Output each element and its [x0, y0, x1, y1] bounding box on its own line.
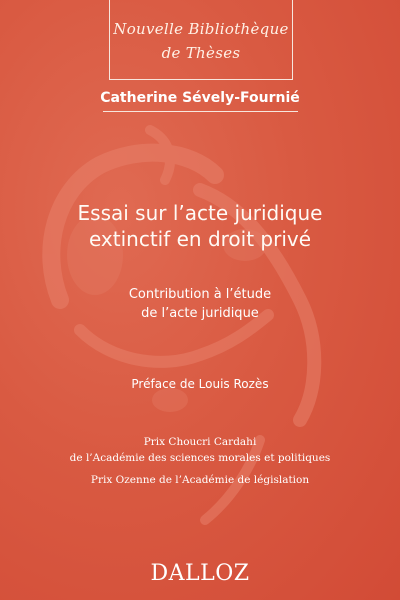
series-frame — [109, 0, 293, 80]
prizes-block — [0, 434, 400, 488]
prize-line3: Prix Ozenne de l’Académie de législation — [90, 474, 310, 486]
book-title — [0, 200, 400, 252]
prize-line1: Prix Choucri Cardahi — [143, 436, 257, 448]
book-title-line2: extinctif en droit privé — [88, 227, 312, 251]
book-subtitle — [0, 285, 400, 323]
prize-line2: de l’Académie des sciences morales et politiques — [69, 452, 331, 464]
book-title-line1: Essai sur l’acte juridique — [77, 201, 323, 225]
author-name: Catherine Sévely-Fournié — [100, 90, 300, 106]
publisher-logo: DALLOZ — [150, 561, 250, 586]
author-divider — [103, 111, 298, 112]
artwork-blot — [152, 388, 188, 412]
preface-credit: Préface de Louis Rozès — [131, 377, 269, 391]
series-name-line2: de Thèses — [161, 44, 241, 62]
book-subtitle-line2: de l’acte juridique — [141, 306, 259, 321]
book-subtitle-line1: Contribution à l’étude — [128, 287, 272, 302]
series-name-line1: Nouvelle Bibliothèque — [113, 20, 289, 38]
